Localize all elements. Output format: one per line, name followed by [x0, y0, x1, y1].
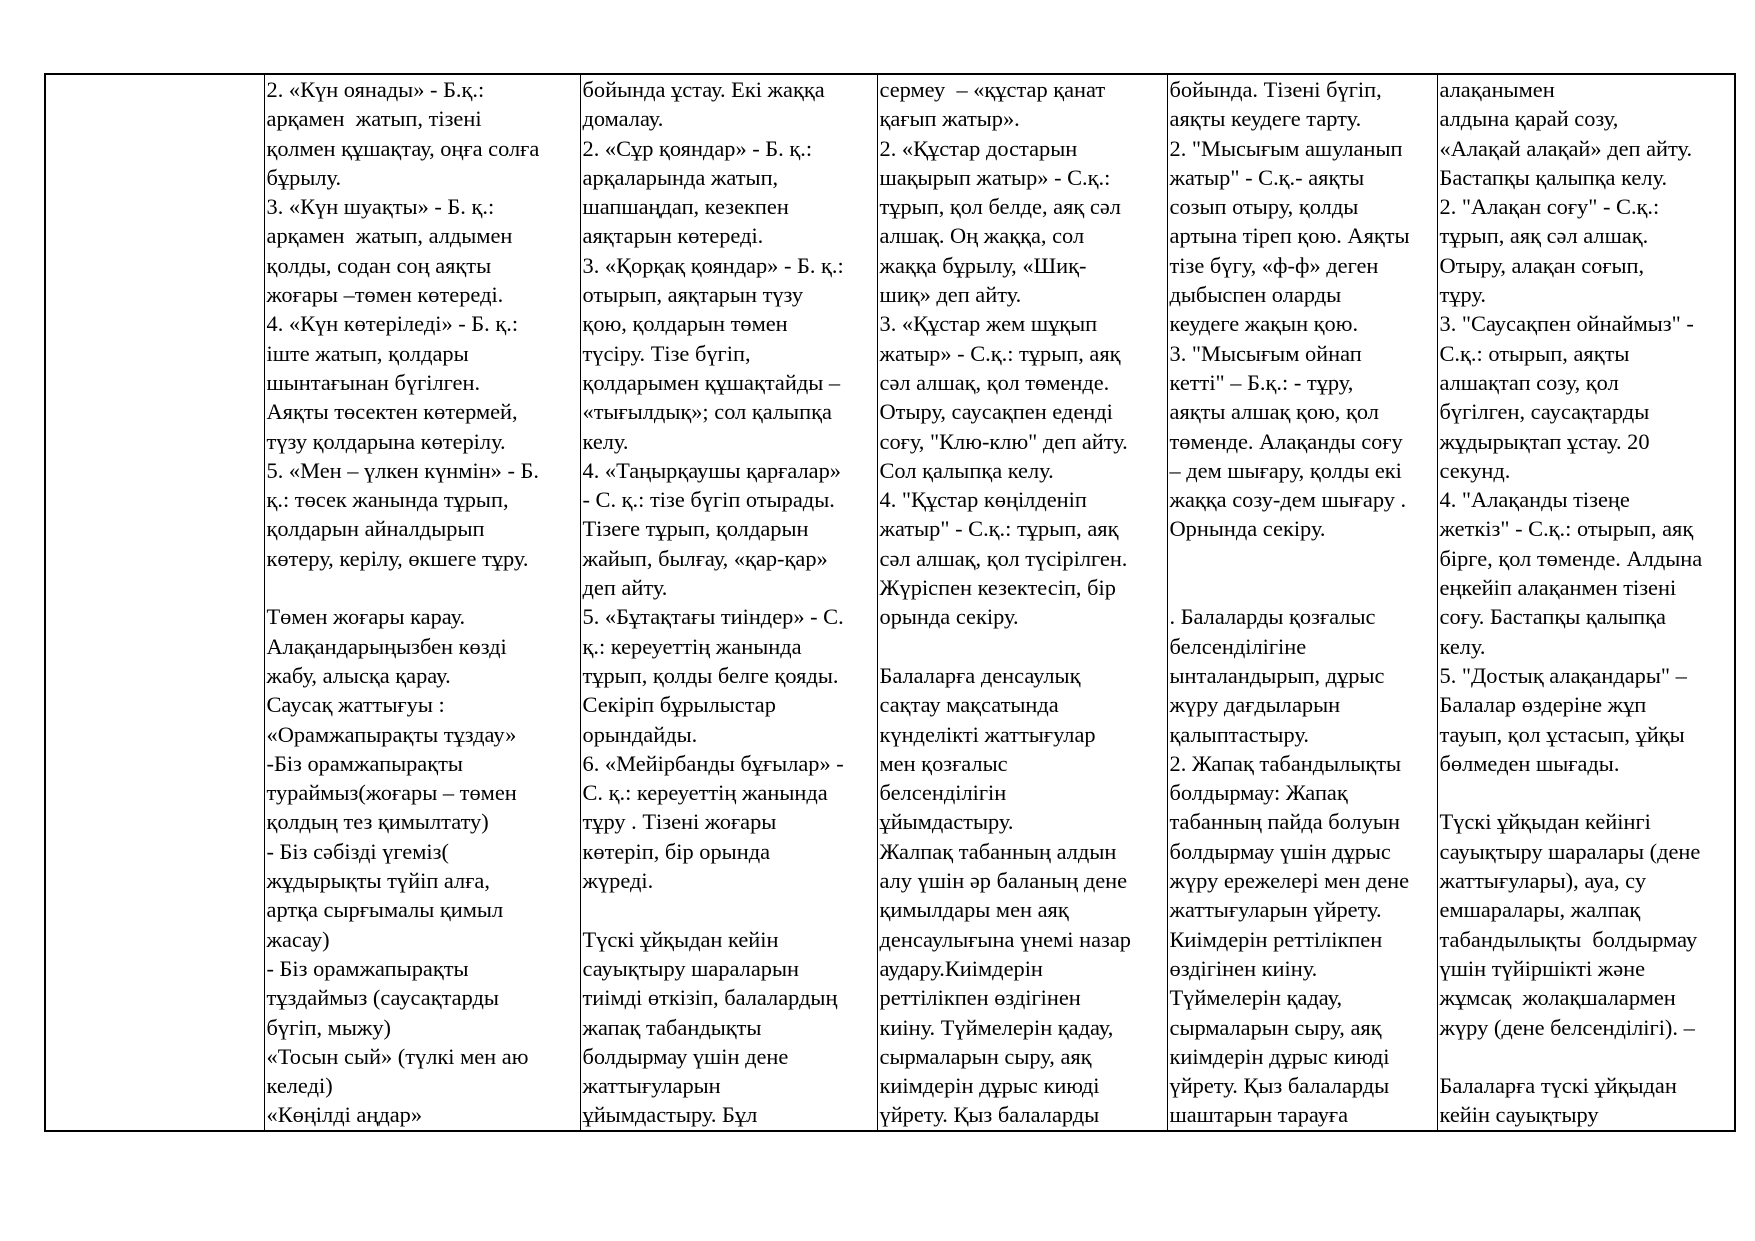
schedule-table — [44, 73, 1736, 1132]
cell-text: бойында. Тізені бүгіп, аяқты кеудеге тарту. 2. "Мысығым ашуланып жатыр" - С.қ.- аяқты созып отыру, қолды артына тіреп қою. Аяқты тізе бүгу, «ф-ф» деген дыбыспен оларды кеудеге жақын қою. 3. "Мысығым ойнап кетті" – Б.қ.: - тұру, аяқты алшақ қою, қол төменде. Алақанды соғу – дем шығару, қолды екі жаққа созу-дем шығару . Орнында секіру. . Балаларды қозғалыс белсенділігіне ынталандырып, дұрыс жүру дағдыларын қалыптастыру. 2. Жапақ табандылықты болдырмау: Жапақ табанның пайда болуын болдырмау үшін дұрыс жүру ережелері мен дене жаттығуларын үйрету. Киімдерін реттілікпен өздігінен киіну. Түймелерін қадау, сырмаларын сыру, аяқ киімдерін дұрыс киюді үйрету. Қыз балаларды шаштарын тарауға — [1169, 77, 1410, 1128]
cell-text: бойында ұстау. Екі жаққа домалау. 2. «Сұр қояндар» - Б. қ.: арқаларында жатып, шапшаңдап, кезекпен аяқтарын көтереді. 3. «Қорқақ қояндар» - Б. қ.: отырып, аяқтарын түзу қою, қолдарын төмен түсіру. Тізе бүгіп, қолдарымен құшақтайды – «тығылдық»; сол қалыпқа келу. 4. «Таңырқаушы қарғалар» - С. қ.: тізе бүгіп отырады. Тізеге тұрып, қолдарын жайып, былғау, «қар-қар» деп айту. 5. «Бұтақтағы тиіндер» - С. қ.: кереуеттің жанында тұрып, қолды белге қояды. Секіріп бұрылыстар орындайды. 6. «Мейірбанды бұғылар» - С. қ.: кереуеттің жанында тұру . Тізені жоғары көтеріп, бір орында жүреді. Түскі ұйқыдан кейін сауықтыру шараларын тиімді өткізіп, балалардың жапақ табандықты болдырмау үшін дене жаттығуларын ұйымдастыру. Бұл — [582, 77, 844, 1128]
cell-text: алақанымен алдына қарай созу, «Алақай алақай» деп айту. Бастапқы қалыпқа келу. 2. "Алақан соғу" - С.қ.: тұрып, аяқ сәл алшақ. Отыру, алақан соғып, тұру. 3. "Саусақпен ойнаймыз" - С.қ.: отырып, аяқты алшақтап созу, қол бүгілген, саусақтарды жұдырықтап ұстау. 20 секунд. 4. "Алақанды тізеңе жеткіз" - С.қ.: отырып, аяқ бірге, қол төменде. Алдына еңкейіп алақанмен тізені соғу. Бастапқы қалыпқа келу. 5. "Достық алақандары" – Балалар өздеріне жұп тауып, қол ұстасып, ұйқы бөлмеден шығады. Түскі ұйқыдан кейінгі сауықтыру шаралары (дене жаттығулары), ауа, су емшаралары, жалпақ табандылықты болдырмау үшін түйіршікті және жұмсақ жолақшалармен жүру (дене белсенділігі). – Балаларға түскі ұйқыдан кейін сауықтыру — [1439, 77, 1703, 1128]
cell-text: сермеу – «құстар қанат қағып жатыр». 2. «Құстар достарын шақырып жатыр» - С.қ.: тұрып, қол белде, аяқ сәл алшақ. Оң жаққа, сол жаққа бұрылу, «Шиқ- шиқ» деп айту. 3. «Құстар жем шұқып жатыр» - С.қ.: тұрып, аяқ сәл алшақ, қол төменде. Отыру, саусақпен еденді соғу, "Клю-клю" деп айту. Сол қалыпқа келу. 4. "Құстар көңілденіп жатыр" - С.қ.: тұрып, аяқ сәл алшақ, қол түсірілген. Жүріспен кезектесіп, бір орында секіру. Балаларға денсаулық сақтау мақсатында күнделікті жаттығулар мен қозғалыс белсенділігін ұйымдастыру. Жалпақ табанның алдын алу үшін әр баланың дене қимылдары мен аяқ денсаулығына үнемі назар аудару.Киімдерін реттілікпен өздігінен киіну. Түймелерін қадау, сырмаларын сыру, аяқ киімдерін дұрыс киюді үйрету. Қыз балаларды — [879, 77, 1132, 1128]
table-cell-empty — [45, 74, 264, 1131]
table-row — [45, 74, 1735, 1131]
cell-text: 2. «Күн оянады» - Б.қ.: арқамен жатып, тізені қолмен құшақтау, оңға солға бұрылу. 3. «Күн шуақты» - Б. қ.: арқамен жатып, алдымен қолды, содан соң аяқты жоғары –төмен көтереді. 4. «Күн көтеріледі» - Б. қ.: іште жатып, қолдары шынтағынан бүгілген. Аяқты төсектен көтермей, түзу қолдарына көтерілу. 5. «Мен – үлкен күнмін» - Б. қ.: төсек жанында тұрып, қолдарын айналдырып көтеру, керілу, өкшеге тұру. Төмен жоғары карау. Алақандарыңызбен көзді жабу, алысқа қарау. Саусақ жаттығуы : «Орамжапырақты тұздау» -Біз орамжапырақты тураймыз(жоғары – төмен қолдың тез қимылтату) - Біз сәбізді үгеміз( жұдырықты түйіп алға, артқа сырғымалы қимыл жасау) - Біз орамжапырақты тұздаймыз (саусақтарды бүгіп, мыжу) «Тосын сый» (түлкі мен аю келеді) «Көңілді аңдар» — [266, 77, 540, 1128]
table-cell-col-4 — [877, 74, 1167, 1131]
table-cell-col-2 — [264, 74, 580, 1131]
table-cell-col-3 — [580, 74, 877, 1131]
table-cell-col-5 — [1167, 74, 1437, 1131]
table-cell-col-6 — [1437, 74, 1735, 1131]
